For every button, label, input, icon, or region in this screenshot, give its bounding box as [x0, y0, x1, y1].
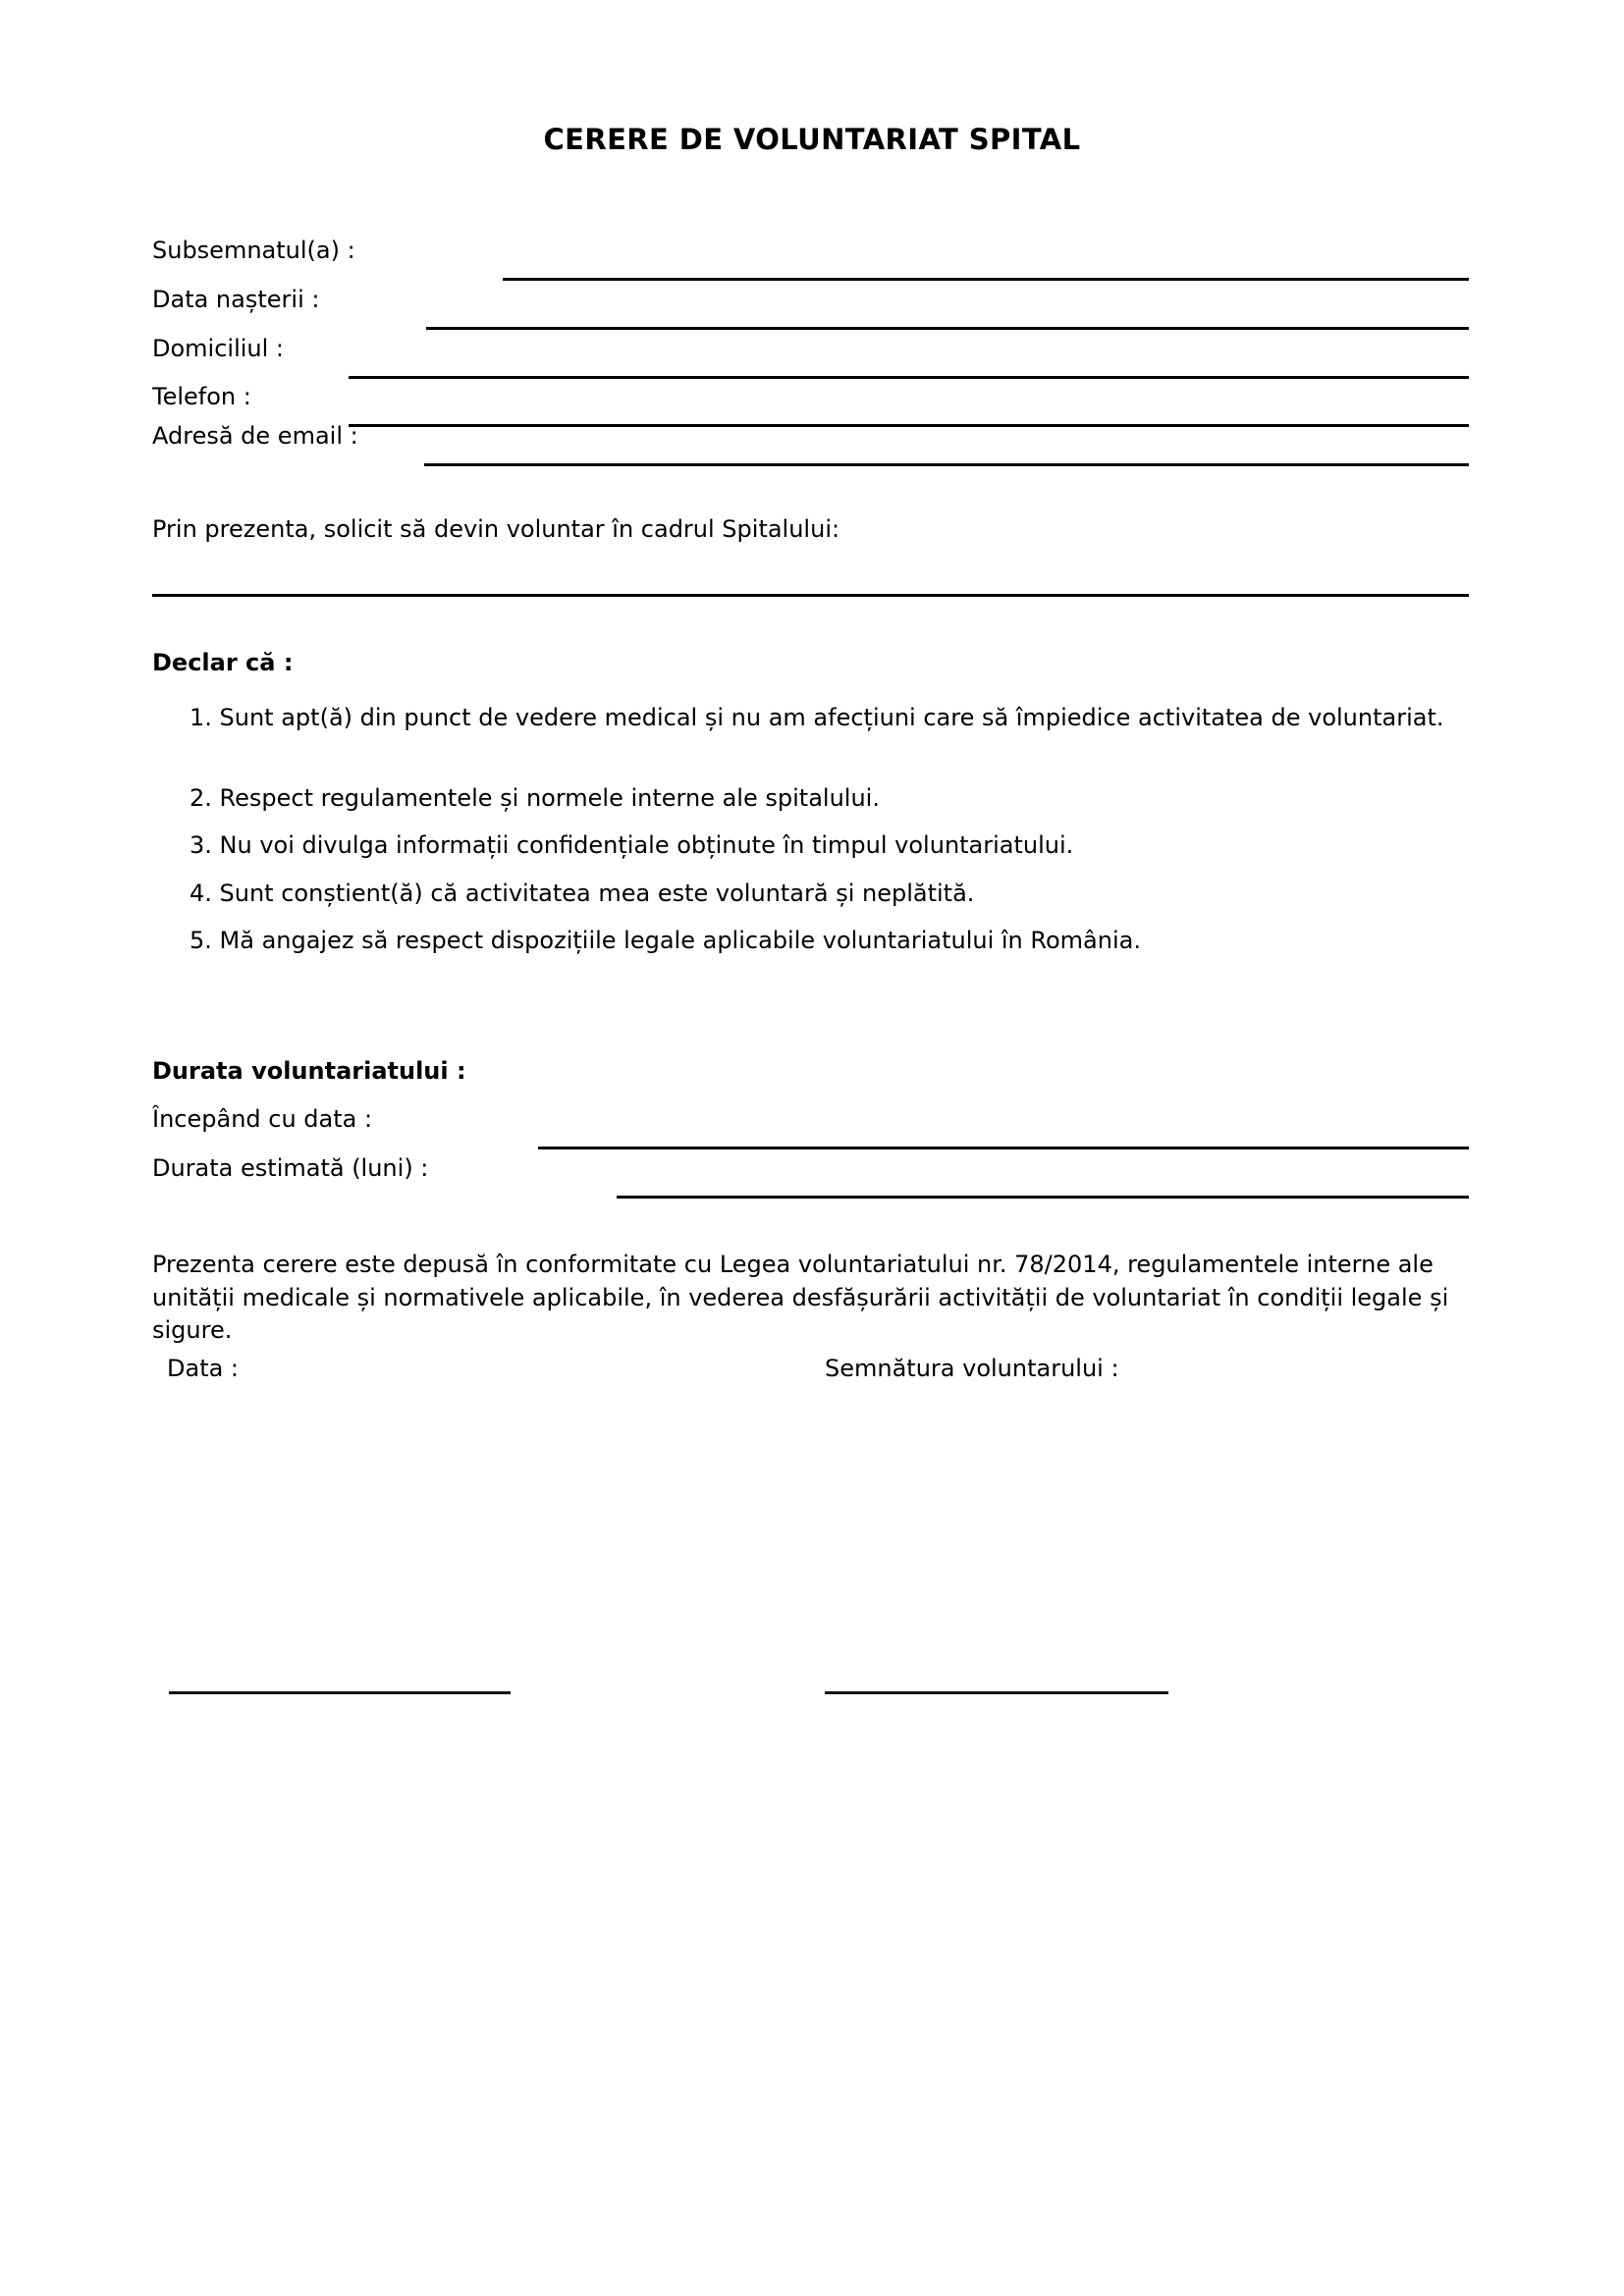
duration-heading: Durata voluntariatului :	[152, 1057, 466, 1085]
declaration-item: 5. Mă angajez să respect dispozițiile legale aplicabile voluntariatului în România.	[189, 927, 1141, 954]
email-fill-line[interactable]	[424, 463, 1469, 466]
declaration-item: 3. Nu voi divulga informații confidențiale obținute în timpul voluntariatului.	[189, 831, 1074, 859]
birth-date-label: Data nașterii :	[152, 286, 320, 313]
hospital-name-fill-line[interactable]	[152, 594, 1469, 597]
start-date-fill-line[interactable]	[538, 1147, 1469, 1149]
declaration-item: 4. Sunt conștient(ă) că activitatea mea este voluntară și neplătită.	[189, 880, 975, 907]
signature-date-line[interactable]	[169, 1691, 511, 1694]
closing-paragraph: Prezenta cerere este depusă în conformitate cu Legea voluntariatului nr. 78/2014, regulamentele interne ale unității medicale și normativele aplicabile, în vederea desfășurării activității de voluntariat în condiții legale și sigure.	[152, 1251, 1449, 1345]
email-label: Adresă de email :	[152, 422, 358, 450]
page-title: CERERE DE VOLUNTARIAT SPITAL	[543, 123, 1081, 156]
estimated-months-fill-line[interactable]	[617, 1196, 1469, 1199]
address-fill-line[interactable]	[349, 376, 1469, 379]
request-statement: Prin prezenta, solicit să devin voluntar în cadrul Spitalului:	[152, 515, 840, 543]
signature-date-label: Data :	[167, 1355, 240, 1382]
full-name-label: Subsemnatul(a) :	[152, 237, 355, 264]
start-date-label: Începând cu data :	[152, 1105, 373, 1133]
phone-label: Telefon :	[152, 383, 251, 410]
full-name-fill-line[interactable]	[503, 278, 1469, 281]
declaration-item: 1. Sunt apt(ă) din punct de vedere medical și nu am afecțiuni care să împiedice activitatea de voluntariat.	[189, 704, 1444, 731]
estimated-months-label: Durata estimată (luni) :	[152, 1154, 429, 1182]
declarations-heading: Declar că :	[152, 649, 294, 676]
volunteer-signature-label: Semnătura voluntarului :	[825, 1355, 1119, 1382]
birth-date-fill-line[interactable]	[426, 327, 1469, 330]
phone-fill-line[interactable]	[349, 424, 1469, 427]
volunteer-signature-line[interactable]	[825, 1691, 1168, 1694]
address-label: Domiciliul :	[152, 335, 285, 362]
declaration-item: 2. Respect regulamentele și normele interne ale spitalului.	[189, 784, 880, 812]
